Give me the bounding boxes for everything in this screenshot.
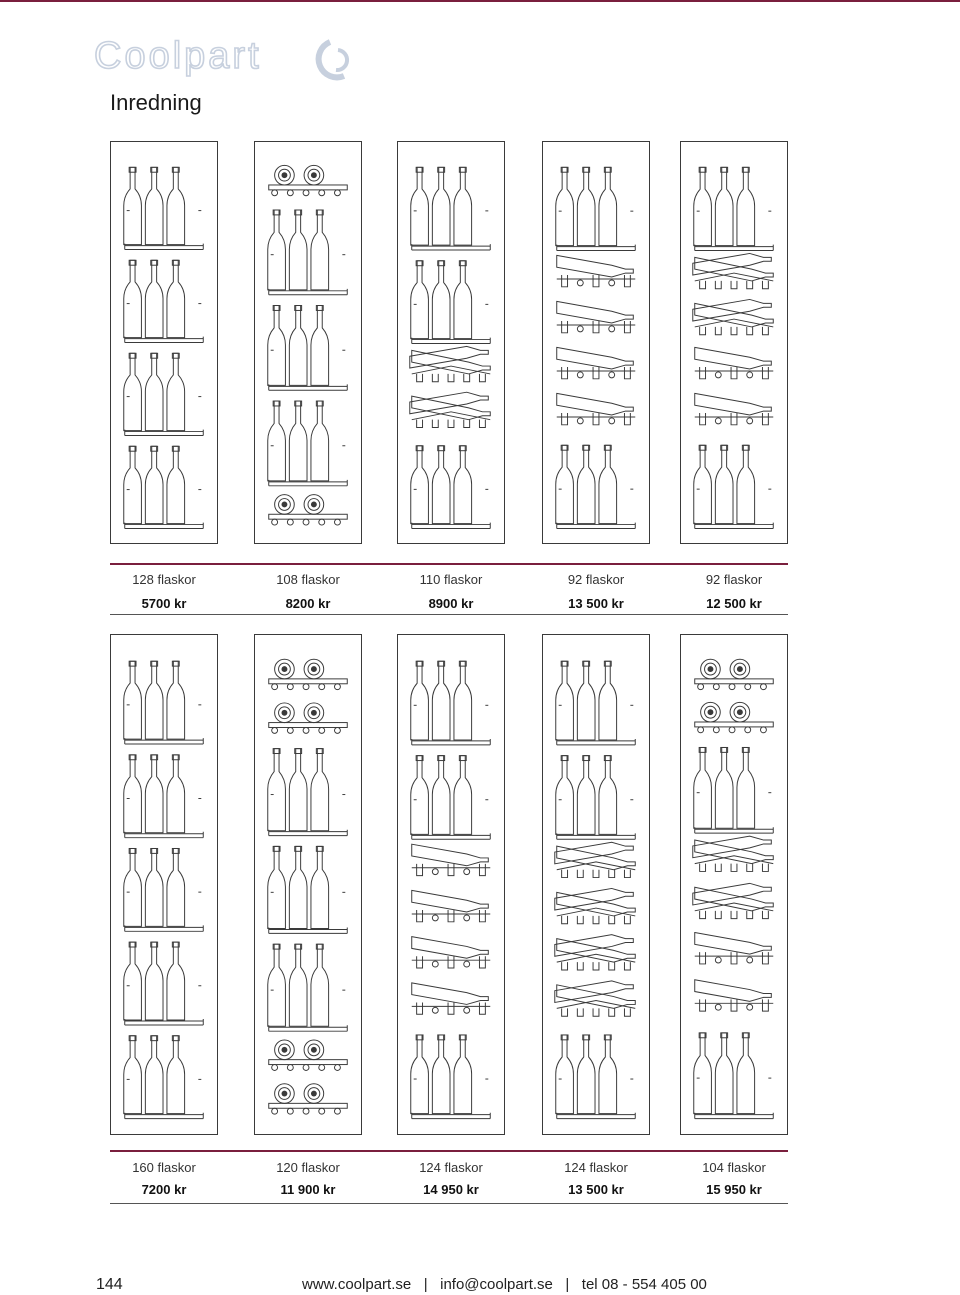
bottle-layout-drawing — [681, 635, 787, 1134]
magnum-shelf — [269, 1040, 348, 1070]
bottle-layout-drawing — [255, 635, 361, 1134]
capacity-label: 124 flaskor — [564, 1160, 628, 1175]
logo-text: Coolpart — [94, 35, 262, 77]
cross-rack — [693, 253, 773, 288]
cross-rack — [693, 883, 773, 918]
diagonal-rack — [557, 393, 636, 424]
standing-shelf — [694, 445, 774, 528]
cabinet-illustration — [680, 634, 788, 1135]
capacity-label: 92 flaskor — [705, 572, 763, 587]
top-accent-line — [0, 0, 960, 2]
cabinet-illustration — [542, 634, 650, 1135]
capacity-label: 108 flaskor — [276, 572, 340, 587]
standing-shelf — [411, 167, 491, 250]
standing-shelf — [124, 1036, 204, 1119]
standing-shelf — [411, 756, 491, 840]
cabinet-illustration — [254, 634, 362, 1135]
magnum-shelf — [269, 1084, 348, 1114]
page-title: Inredning — [110, 90, 202, 115]
bottle-layout-drawing — [255, 142, 361, 543]
row-1-baseline — [110, 614, 788, 615]
diagonal-rack — [557, 301, 636, 332]
bottle-layout-drawing — [543, 635, 649, 1134]
capacity-label: 120 flaskor — [276, 1160, 340, 1175]
bottle-layout-drawing — [681, 142, 787, 543]
capacity-label: 124 flaskor — [419, 1160, 483, 1175]
price-label: 13 500 kr — [568, 1182, 624, 1197]
standing-shelf — [556, 445, 636, 528]
standing-shelf — [694, 1033, 774, 1119]
diagonal-rack — [695, 347, 774, 378]
standing-shelf — [268, 846, 348, 933]
bottle-layout-drawing — [398, 142, 504, 543]
magnum-shelf — [269, 659, 348, 689]
cross-rack — [555, 981, 635, 1016]
standing-shelf — [411, 446, 491, 529]
standing-shelf — [124, 167, 204, 249]
row-2-divider — [110, 1150, 788, 1152]
diagonal-rack — [412, 890, 491, 921]
cross-rack — [555, 842, 635, 877]
price-label: 8200 kr — [285, 596, 331, 611]
standing-shelf — [411, 261, 491, 344]
cross-rack — [410, 346, 490, 381]
price-label: 11 900 kr — [280, 1182, 336, 1197]
standing-shelf — [411, 1035, 491, 1119]
cross-rack — [555, 935, 635, 970]
cabinet-illustration — [680, 141, 788, 544]
diagonal-rack — [695, 980, 774, 1011]
price-label: 5700 kr — [141, 596, 187, 611]
standing-shelf — [556, 756, 636, 840]
standing-shelf — [124, 848, 204, 931]
price-label: 12 500 kr — [706, 596, 762, 611]
standing-shelf — [556, 661, 636, 745]
standing-shelf — [124, 942, 204, 1025]
bottle-layout-drawing — [398, 635, 504, 1134]
standing-shelf — [556, 167, 636, 250]
standing-shelf — [124, 260, 204, 342]
standing-shelf — [124, 446, 204, 528]
cabinet-illustration — [254, 141, 362, 544]
cross-rack — [555, 888, 635, 923]
magnum-shelf — [269, 703, 348, 733]
capacity-label: 110 flaskor — [419, 572, 483, 587]
price-label: 8900 kr — [428, 596, 474, 611]
standing-shelf — [268, 749, 348, 836]
standing-shelf — [124, 661, 204, 744]
row-1-divider — [110, 563, 788, 565]
diagonal-rack — [412, 937, 491, 968]
standing-shelf — [124, 353, 204, 435]
cross-rack — [693, 836, 773, 871]
capacity-label: 160 flaskor — [132, 1160, 196, 1175]
standing-shelf — [124, 755, 204, 838]
cross-rack — [693, 299, 773, 334]
standing-shelf — [268, 210, 348, 295]
diagonal-rack — [412, 844, 491, 875]
magnum-shelf — [695, 702, 774, 732]
cabinet-illustration — [397, 141, 505, 544]
diagonal-rack — [412, 983, 491, 1014]
cabinet-illustration — [110, 634, 218, 1135]
magnum-shelf — [695, 659, 774, 689]
magnum-shelf — [269, 495, 348, 525]
standing-shelf — [268, 401, 348, 486]
price-label: 15 950 kr — [706, 1182, 762, 1197]
cabinet-illustration — [542, 141, 650, 544]
bottle-layout-drawing — [111, 142, 217, 543]
row-2-baseline — [110, 1203, 788, 1204]
standing-shelf — [694, 747, 774, 833]
standing-shelf — [268, 306, 348, 391]
standing-shelf — [556, 1035, 636, 1119]
price-label: 13 500 kr — [568, 596, 624, 611]
diagonal-rack — [695, 933, 774, 964]
standing-shelf — [268, 944, 348, 1031]
diagonal-rack — [695, 393, 774, 424]
diagonal-rack — [557, 347, 636, 378]
standing-shelf — [411, 661, 491, 745]
capacity-label: 128 flaskor — [132, 572, 196, 587]
bottle-layout-drawing — [543, 142, 649, 543]
coolpart-logo — [92, 30, 372, 90]
price-label: 7200 kr — [141, 1182, 187, 1197]
contact-info: www.coolpart.se | info@coolpart.se | tel 08 - 554 405 00 — [302, 1276, 707, 1293]
standing-shelf — [694, 167, 774, 250]
diagonal-rack — [557, 255, 636, 286]
capacity-label: 92 flaskor — [567, 572, 625, 587]
bottle-layout-drawing — [111, 635, 217, 1134]
page-number: 144 — [96, 1276, 123, 1293]
price-label: 14 950 kr — [423, 1182, 479, 1197]
cabinet-illustration — [397, 634, 505, 1135]
magnum-shelf — [269, 165, 348, 195]
cabinet-illustration — [110, 141, 218, 544]
cross-rack — [410, 392, 490, 427]
capacity-label: 104 flaskor — [702, 1160, 766, 1175]
